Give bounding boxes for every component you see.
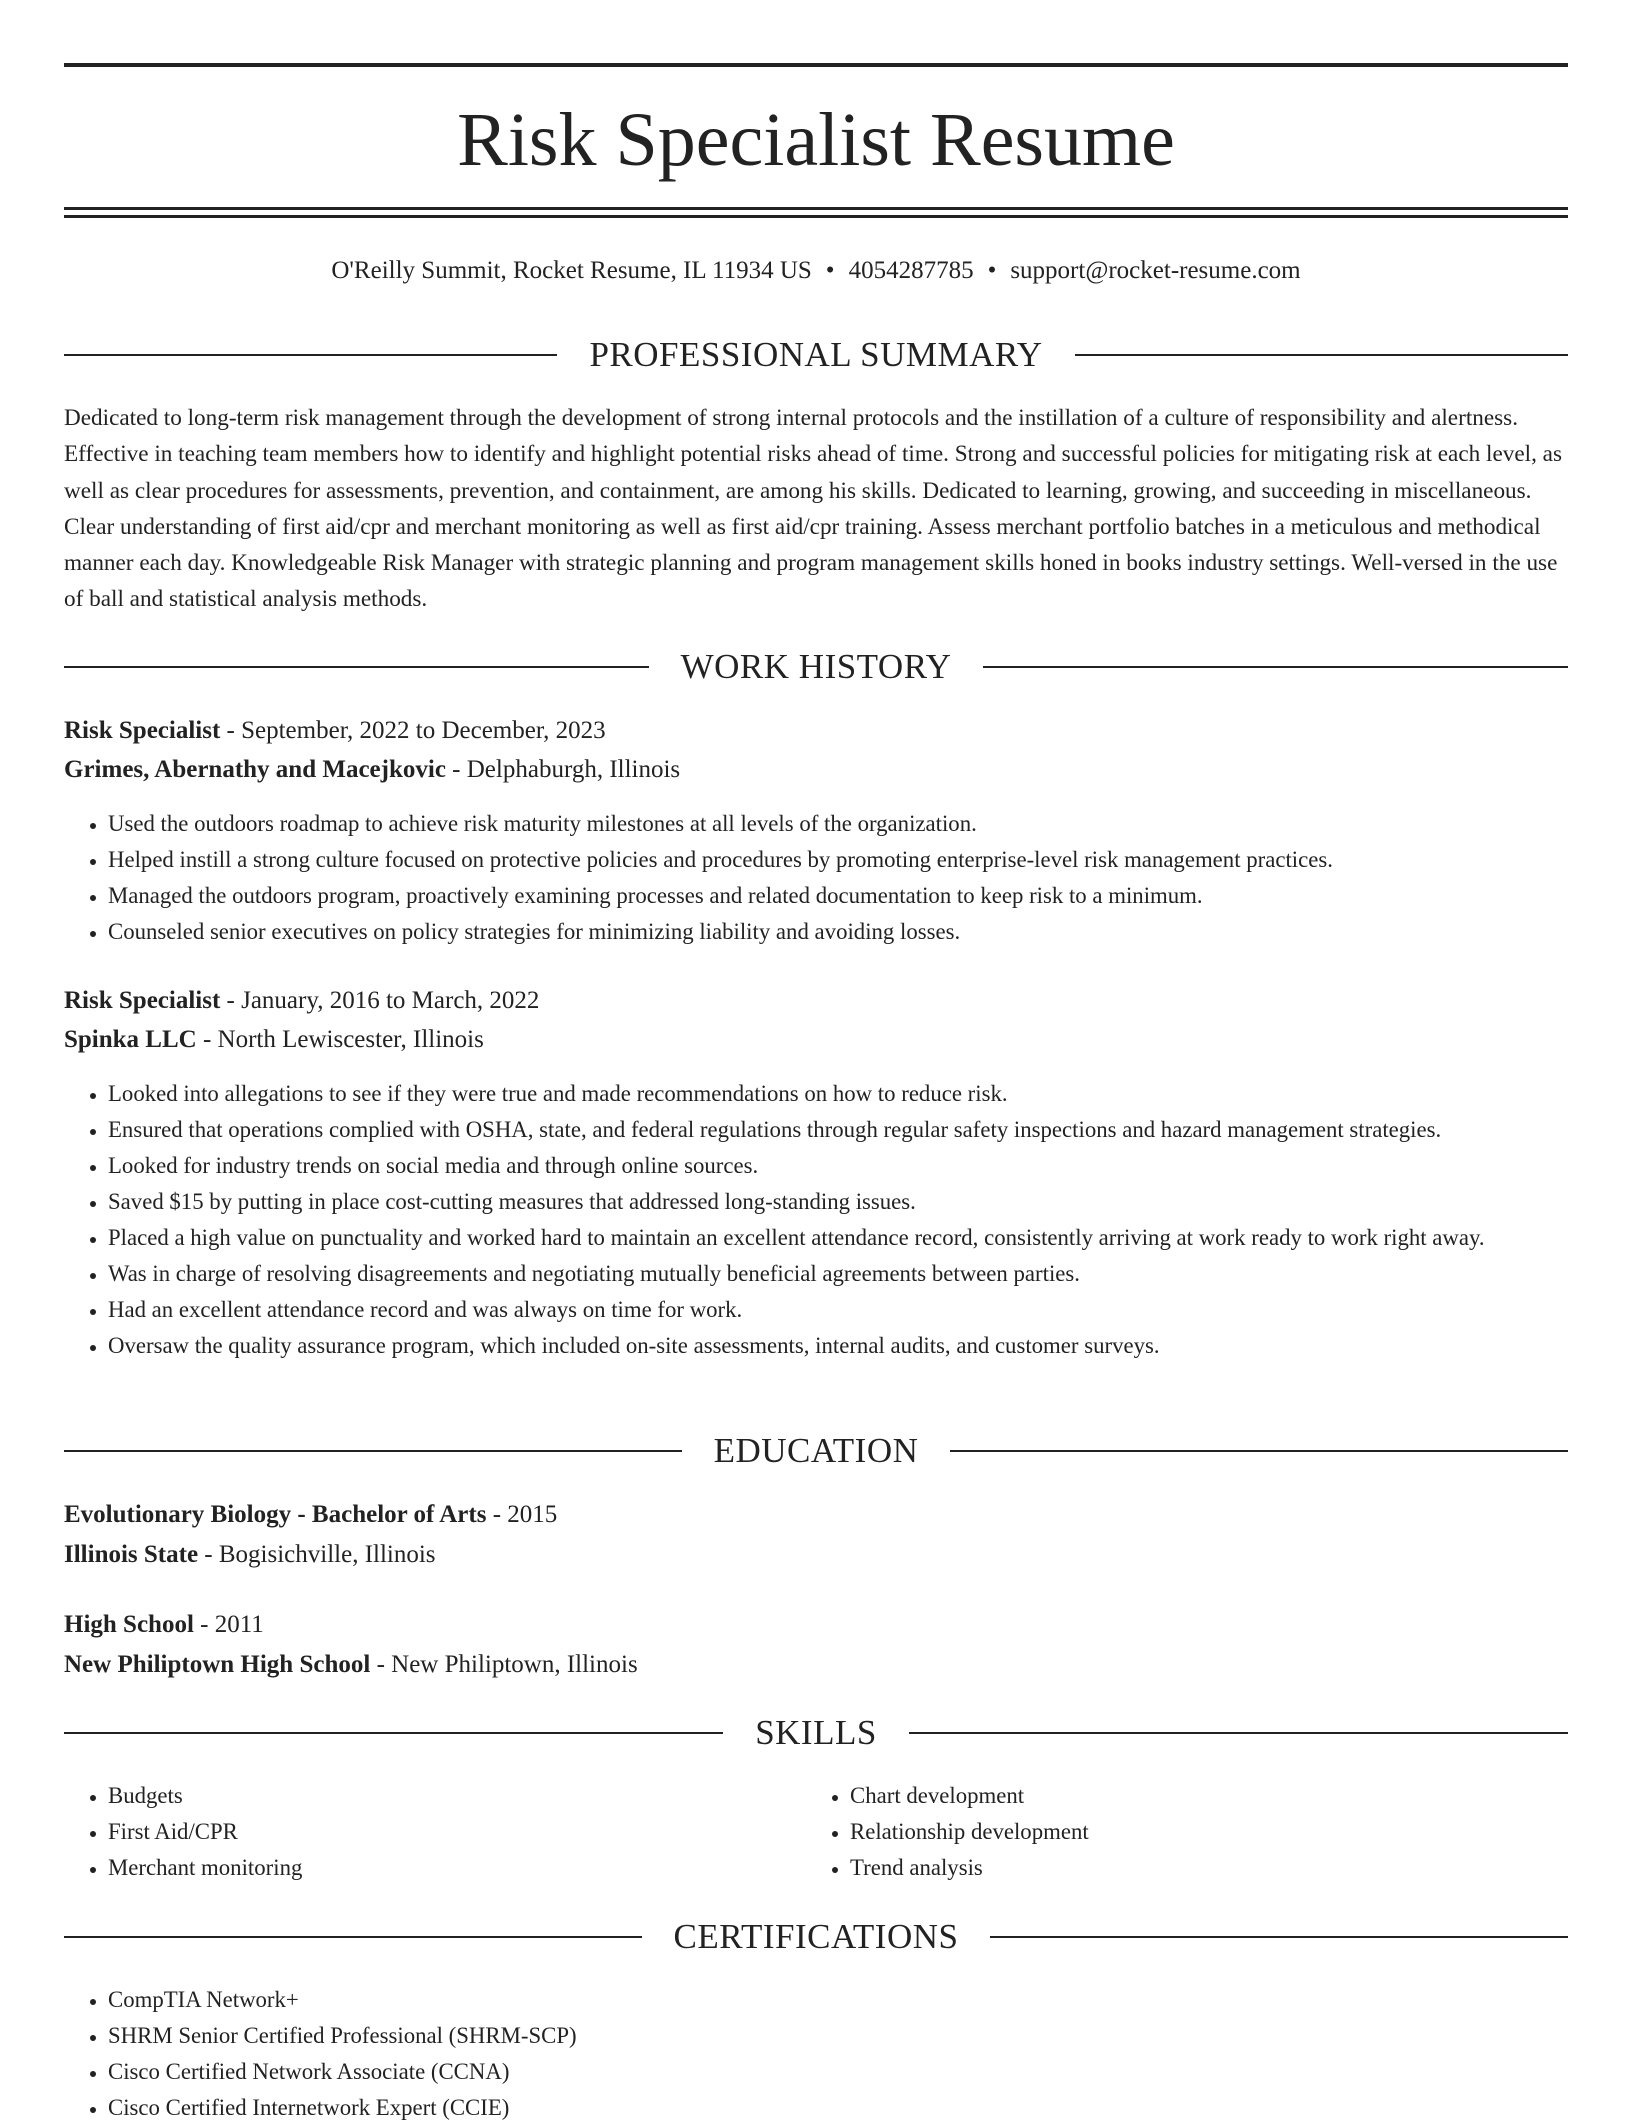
list-item: • Was in charge of resolving disagreements and negotiating mutually beneficial agreements between parties.	[108, 1256, 1568, 1292]
section-heading-education	[64, 1429, 1568, 1473]
heading-rule	[990, 1936, 1568, 1938]
education-location: - New Philiptown, Illinois	[370, 1651, 638, 1678]
skill-item: • Chart development	[850, 1778, 1568, 1814]
education-degree-line	[64, 1497, 1568, 1533]
section-title: EDUCATION	[713, 1431, 919, 1470]
heading-rule	[64, 354, 557, 356]
section-title: CERTIFICATIONS	[673, 1917, 959, 1956]
education-year: - 2015	[486, 1501, 558, 1528]
heading-rule	[950, 1450, 1568, 1452]
heading-rule	[909, 1732, 1568, 1734]
list-item: • Oversaw the quality assurance program, which included on-site assessments, internal audits, and customer surveys.	[108, 1328, 1568, 1364]
certifications-list	[64, 1982, 1568, 2126]
section-title: WORK HISTORY	[680, 647, 952, 686]
heading-rule	[983, 666, 1568, 668]
skill-item: • Trend analysis	[850, 1850, 1568, 1886]
top-rule	[64, 63, 1568, 67]
education-school-line	[64, 1647, 1568, 1683]
job-company-line	[64, 1022, 1568, 1058]
education-location: - Bogisichville, Illinois	[198, 1541, 436, 1568]
job-bullets	[64, 1076, 1568, 1364]
section-title: PROFESSIONAL SUMMARY	[589, 335, 1043, 374]
education-school: New Philiptown High School	[64, 1651, 371, 1678]
certification-item: • CompTIA Network+	[108, 1982, 1568, 2018]
section-heading-certifications	[64, 1915, 1568, 1959]
skill-item: • Relationship development	[850, 1814, 1568, 1850]
education-degree: High School	[64, 1611, 194, 1638]
bullet-separator: •	[987, 257, 997, 284]
job-dates: - January, 2016 to March, 2022	[220, 987, 540, 1014]
skill-item: • Budgets	[108, 1778, 806, 1814]
job-dates: - September, 2022 to December, 2023	[220, 717, 606, 744]
page-title: Risk Specialist Resume	[457, 98, 1175, 182]
job-title-line	[64, 713, 1568, 749]
job-company-line	[64, 752, 1568, 788]
job-company: Spinka LLC	[64, 1026, 197, 1053]
education-year: - 2011	[193, 1611, 264, 1638]
list-item: • Helped instill a strong culture focused on protective policies and procedures by promoting enterprise-level risk management practices.	[108, 842, 1568, 878]
heading-rule	[1075, 354, 1568, 356]
certification-item: • SHRM Senior Certified Professional (SHRM-SCP)	[108, 2018, 1568, 2054]
section-heading-work-history	[64, 645, 1568, 689]
list-item: • Placed a high value on punctuality and worked hard to maintain an excellent attendance record, consistently arriving at work ready to work right away.	[108, 1220, 1568, 1256]
heading-rule	[64, 1450, 682, 1452]
summary-paragraph: Dedicated to long-term risk management through the development of strong internal protocols and the instillation of a culture of responsibility and alertness. Effective in teaching team members how to identify and highlight potential risks ahead of time. Strong and successful policies for mitigating risk at each level, as well as clear procedures for assessments, prevention, and containment, are among his skills. Dedicated to learning, growing, and succeeding in miscellaneous. Clear understanding of first aid/cpr and merchant monitoring as well as first aid/cpr training. Assess merchant portfolio batches in a meticulous and methodical manner each day. Knowledgeable Risk Manager with strategic planning and program management skills honed in books industry settings. Well-versed in the use of ball and statistical analysis methods.	[64, 405, 1562, 613]
list-item: • Looked into allegations to see if they were true and made recommendations on how to reduce risk.	[108, 1076, 1568, 1112]
contact-email: support@rocket-resume.com	[1010, 257, 1301, 284]
bullet-separator: •	[825, 257, 835, 284]
list-item: • Looked for industry trends on social media and through online sources.	[108, 1148, 1568, 1184]
list-item: • Ensured that operations complied with OSHA, state, and federal regulations through regular safety inspections and hazard management strategies.	[108, 1112, 1568, 1148]
section-title: SKILLS	[755, 1713, 877, 1752]
skill-item: • First Aid/CPR	[108, 1814, 806, 1850]
heading-rule	[64, 1732, 723, 1734]
list-item: • Saved $15 by putting in place cost-cutting measures that addressed long-standing issues.	[108, 1184, 1568, 1220]
education-degree-line	[64, 1607, 1568, 1643]
heading-rule	[64, 1936, 642, 1938]
job-company: Grimes, Abernathy and Macejkovic	[64, 756, 446, 783]
job-title: Risk Specialist	[64, 717, 221, 744]
list-item: • Had an excellent attendance record and was always on time for work.	[108, 1292, 1568, 1328]
section-heading-skills	[64, 1711, 1568, 1755]
heading-rule	[64, 666, 649, 668]
list-item: • Managed the outdoors program, proactively examining processes and related documentation to keep risk to a minimum.	[108, 878, 1568, 914]
title-double-rule	[64, 207, 1568, 218]
job-location: - North Lewiscester, Illinois	[196, 1026, 484, 1053]
list-item: • Counseled senior executives on policy strategies for minimizing liability and avoiding losses.	[108, 914, 1568, 950]
section-heading-summary	[64, 333, 1568, 377]
list-item: • Used the outdoors roadmap to achieve risk maturity milestones at all levels of the organization.	[108, 806, 1568, 842]
contact-line	[64, 254, 1568, 288]
job-title: Risk Specialist	[64, 987, 221, 1014]
skills-list-left	[64, 1778, 806, 1886]
education-degree: Evolutionary Biology - Bachelor of Arts	[64, 1501, 487, 1528]
job-bullets	[64, 806, 1568, 950]
skill-item: • Merchant monitoring	[108, 1850, 806, 1886]
job-title-line	[64, 983, 1568, 1019]
contact-phone: 4054287785	[848, 257, 974, 284]
contact-address: O'Reilly Summit, Rocket Resume, IL 11934 US	[331, 257, 812, 284]
education-school: Illinois State	[64, 1541, 199, 1568]
job-location: - Delphaburgh, Illinois	[445, 756, 681, 783]
certification-item: • Cisco Certified Network Associate (CCNA)	[108, 2054, 1568, 2090]
skills-list-right	[806, 1778, 1568, 1886]
certification-item: • Cisco Certified Internetwork Expert (CCIE)	[108, 2090, 1568, 2126]
education-school-line	[64, 1537, 1568, 1573]
